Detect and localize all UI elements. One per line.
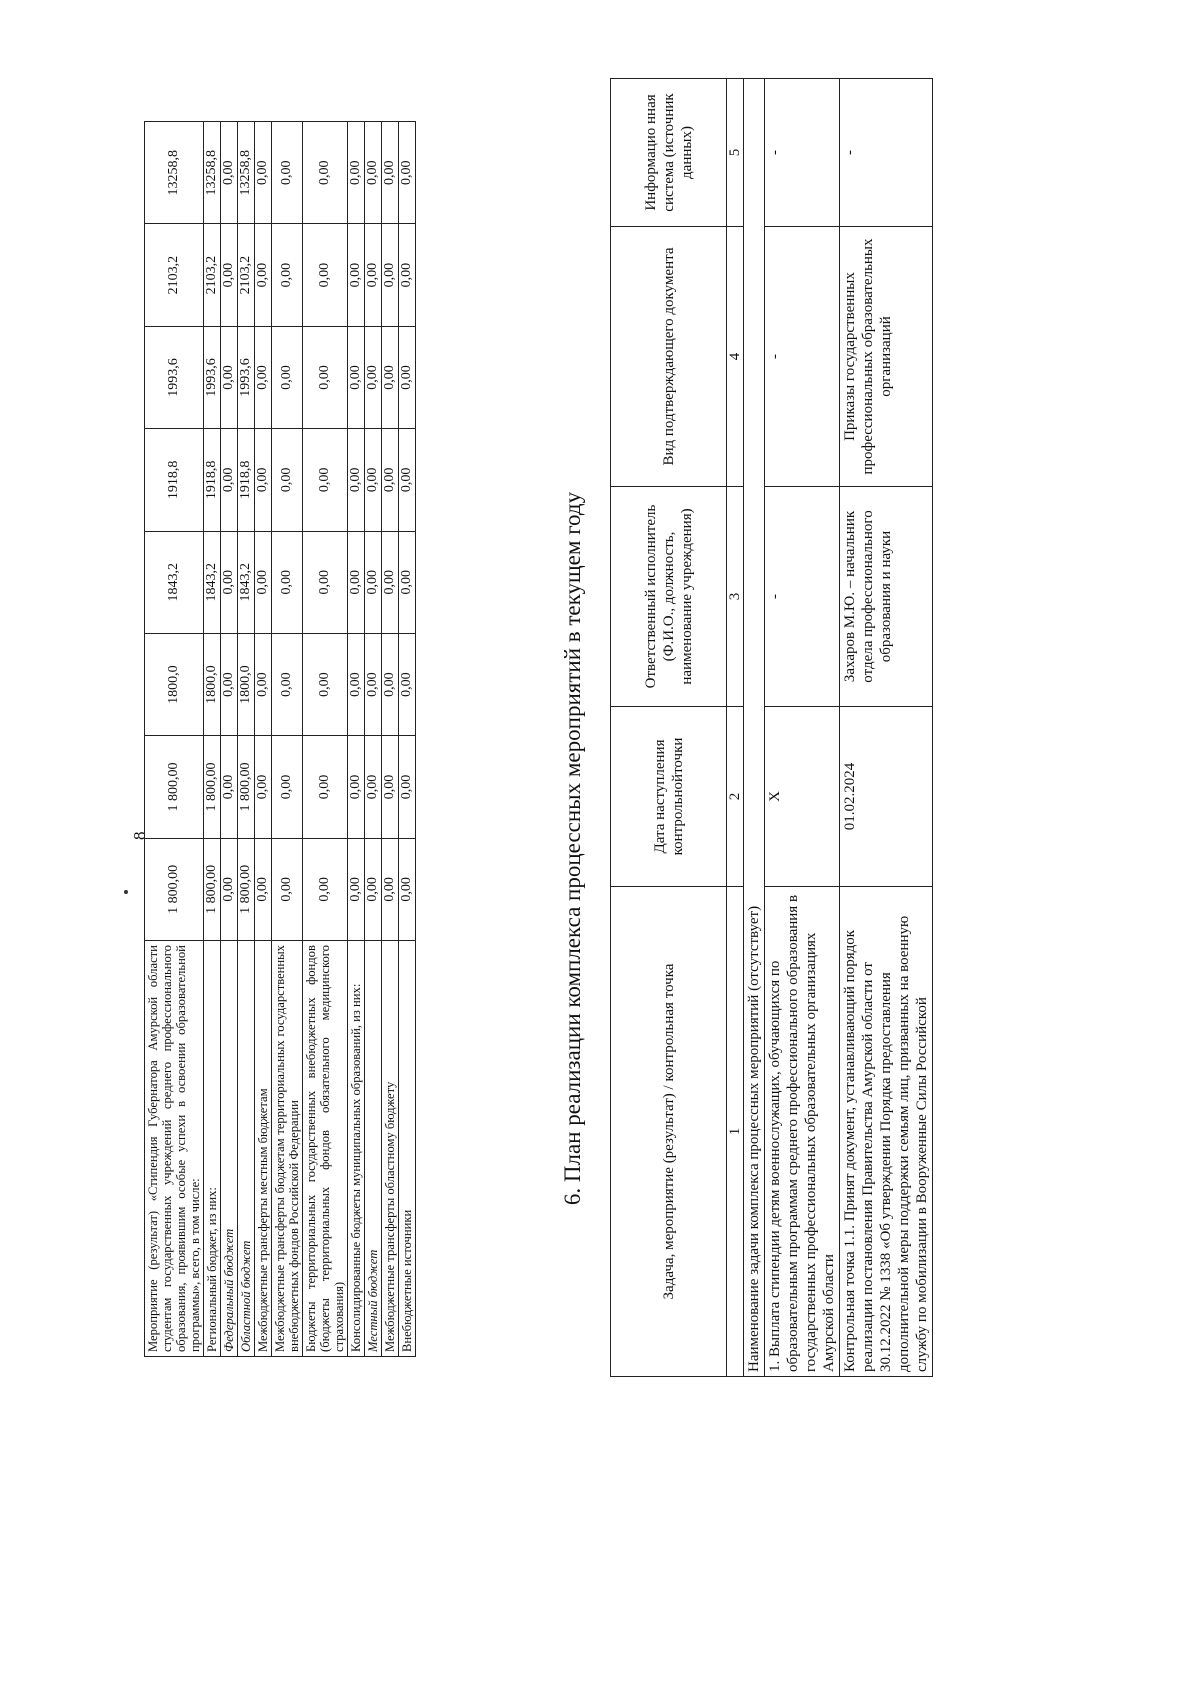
budget-source-label: Внебюджетные источники bbox=[399, 941, 416, 1357]
budget-value-cell: 0,00 bbox=[272, 736, 303, 838]
budget-value-cell: 0,00 bbox=[255, 429, 272, 531]
info-system-cell: - bbox=[840, 79, 933, 227]
budget-value-cell: 1918,8 bbox=[238, 429, 255, 531]
budget-value-cell: 0,00 bbox=[221, 531, 238, 633]
table-row bbox=[382, 122, 399, 1357]
budget-value-cell: 0,00 bbox=[255, 326, 272, 428]
table-row bbox=[221, 122, 238, 1357]
budget-value-cell: 0,00 bbox=[272, 531, 303, 633]
activity-cell: 1. Выплата стипендии детям военнослужащих, обучающихся по образовательным программам среднего профессионального образования в государственных профессиональных образовательных организациях Амурской области bbox=[765, 887, 840, 1377]
budget-source-label: Консолидированные бюджеты муниципальных образований, из них: bbox=[348, 941, 365, 1357]
budget-value-cell: 1 800,00 bbox=[238, 736, 255, 838]
budget-value-cell: 0,00 bbox=[255, 838, 272, 940]
budget-source-label: Местный бюджет bbox=[365, 941, 382, 1357]
budget-value-cell: 0,00 bbox=[303, 531, 348, 633]
budget-value-cell: 0,00 bbox=[365, 224, 382, 326]
budget-value-cell: 0,00 bbox=[399, 122, 416, 224]
table-row bbox=[840, 79, 933, 1377]
table-row bbox=[765, 79, 840, 1377]
budget-value-cell: 1993,6 bbox=[238, 326, 255, 428]
budget-value-cell: 0,00 bbox=[382, 122, 399, 224]
budget-value-cell: 0,00 bbox=[272, 224, 303, 326]
budget-value-cell: 0,00 bbox=[365, 122, 382, 224]
budget-source-label: Межбюджетные трансферты областному бюджету bbox=[382, 941, 399, 1357]
column-number: 2 bbox=[727, 707, 744, 887]
budget-value-cell: 0,00 bbox=[221, 326, 238, 428]
budget-value-cell: 0,00 bbox=[348, 224, 365, 326]
table-row bbox=[365, 122, 382, 1357]
column-number: 1 bbox=[727, 887, 744, 1377]
budget-value-cell: 1 800,00 bbox=[204, 838, 221, 940]
budget-value-cell: 0,00 bbox=[272, 326, 303, 428]
table-row bbox=[204, 122, 221, 1357]
budget-value-cell: 0,00 bbox=[221, 838, 238, 940]
budget-value-cell: 0,00 bbox=[399, 736, 416, 838]
scan-speck bbox=[124, 890, 128, 894]
budget-value-cell: 0,00 bbox=[303, 326, 348, 428]
plan-header-document: Вид подтверждающего документа bbox=[611, 227, 727, 487]
budget-value-cell: 0,00 bbox=[348, 531, 365, 633]
budget-source-label: Межбюджетные трансферты местным бюджетам bbox=[255, 941, 272, 1357]
budget-source-label: Мероприятие (результат) «Стипендия Губернатора Амурской области студентам государственных учреждений среднего профессионального образования, проявившим особые успехи в освоении образовательной программы», всего, в том числе: bbox=[145, 941, 204, 1357]
budget-source-label: Региональный бюджет, из них: bbox=[204, 941, 221, 1357]
budget-value-cell: 0,00 bbox=[382, 633, 399, 735]
activity-cell: Контрольная точка 1.1. Принят документ, устанавливающий порядок реализации постановления Правительства Амурской области от 30.12.2022 № 1338 «Об утверждении Порядка предоставления дополнительной меры поддержки семьям лиц, призванных на военную службу по мобилизации в Вооруженные Силы Российской bbox=[840, 887, 933, 1377]
column-number: 4 bbox=[727, 227, 744, 487]
budget-value-cell: 1993,6 bbox=[204, 326, 221, 428]
budget-value-cell: 0,00 bbox=[382, 736, 399, 838]
budget-value-cell: 0,00 bbox=[272, 429, 303, 531]
budget-value-cell: 13258,8 bbox=[204, 122, 221, 224]
budget-value-cell: 0,00 bbox=[221, 122, 238, 224]
page-number: 8 bbox=[130, 831, 149, 840]
budget-value-cell: 0,00 bbox=[303, 838, 348, 940]
plan-header-task: Задача, мероприятие (результат) / контрольная точка bbox=[611, 887, 727, 1377]
budget-value-cell: 0,00 bbox=[382, 326, 399, 428]
budget-value-cell: 0,00 bbox=[382, 531, 399, 633]
plan-header-info-system: Информацио нная система (источник данных) bbox=[611, 79, 727, 227]
budget-value-cell: 1800,0 bbox=[204, 633, 221, 735]
responsible-cell: Захаров М.Ю. – начальник отдела профессионального образования и науки bbox=[840, 487, 933, 707]
budget-value-cell: 1843,2 bbox=[238, 531, 255, 633]
budget-table bbox=[144, 121, 416, 1357]
budget-value-cell: 0,00 bbox=[399, 326, 416, 428]
budget-value-cell: 1800,0 bbox=[238, 633, 255, 735]
budget-value-cell: 0,00 bbox=[365, 633, 382, 735]
budget-value-cell: 2103,2 bbox=[204, 224, 221, 326]
budget-value-cell: 0,00 bbox=[365, 736, 382, 838]
budget-value-cell: 0,00 bbox=[382, 429, 399, 531]
budget-value-cell: 0,00 bbox=[303, 429, 348, 531]
budget-value-cell: 0,00 bbox=[221, 224, 238, 326]
budget-value-cell: 1843,2 bbox=[204, 531, 221, 633]
budget-source-label: Бюджеты территориальных государственных внебюджетных фондов (бюджеты территориальных фондов обязательного медицинского страхования) bbox=[303, 941, 348, 1357]
budget-value-cell: 1 800,00 bbox=[204, 736, 221, 838]
date-cell: Х bbox=[765, 707, 840, 887]
budget-value-cell: 0,00 bbox=[382, 224, 399, 326]
budget-value-cell: 1800,0 bbox=[145, 633, 204, 735]
table-row bbox=[303, 122, 348, 1357]
budget-value-cell: 0,00 bbox=[255, 122, 272, 224]
table-row bbox=[255, 122, 272, 1357]
budget-value-cell: 1 800,00 bbox=[238, 838, 255, 940]
budget-value-cell: 0,00 bbox=[399, 838, 416, 940]
budget-value-cell: 0,00 bbox=[272, 633, 303, 735]
budget-value-cell: 0,00 bbox=[348, 838, 365, 940]
budget-value-cell: 0,00 bbox=[348, 326, 365, 428]
budget-value-cell: 0,00 bbox=[221, 736, 238, 838]
table-row bbox=[238, 122, 255, 1357]
budget-value-cell: 0,00 bbox=[382, 838, 399, 940]
date-cell: 01.02.2024 bbox=[840, 707, 933, 887]
budget-value-cell: 0,00 bbox=[272, 122, 303, 224]
budget-value-cell: 0,00 bbox=[365, 531, 382, 633]
section-title: 6. План реализации комплекса процессных мероприятий в текущем году bbox=[560, 491, 585, 1206]
budget-value-cell: 0,00 bbox=[303, 122, 348, 224]
responsible-cell: - bbox=[765, 487, 840, 707]
budget-value-cell: 0,00 bbox=[365, 429, 382, 531]
budget-value-cell: 0,00 bbox=[255, 736, 272, 838]
budget-value-cell: 0,00 bbox=[365, 838, 382, 940]
task-row: Наименование задачи комплекса процессных мероприятий (отсутствует) bbox=[744, 79, 765, 1377]
table-row bbox=[272, 122, 303, 1357]
budget-value-cell: 1918,8 bbox=[204, 429, 221, 531]
table-row bbox=[399, 122, 416, 1357]
budget-value-cell: 1 800,00 bbox=[145, 838, 204, 940]
document-cell: Приказы государственных профессиональных образовательных организаций bbox=[840, 227, 933, 487]
document-cell: - bbox=[765, 227, 840, 487]
column-number: 3 bbox=[727, 487, 744, 707]
budget-value-cell: 0,00 bbox=[348, 429, 365, 531]
budget-value-cell: 0,00 bbox=[399, 429, 416, 531]
plan-table bbox=[610, 78, 933, 1377]
budget-value-cell: 0,00 bbox=[255, 531, 272, 633]
budget-value-cell: 0,00 bbox=[303, 736, 348, 838]
budget-value-cell: 1918,8 bbox=[145, 429, 204, 531]
info-system-cell: - bbox=[765, 79, 840, 227]
budget-value-cell: 0,00 bbox=[399, 224, 416, 326]
budget-value-cell: 0,00 bbox=[399, 531, 416, 633]
table-row bbox=[145, 122, 204, 1357]
budget-value-cell: 0,00 bbox=[221, 429, 238, 531]
budget-value-cell: 0,00 bbox=[399, 633, 416, 735]
budget-value-cell: 0,00 bbox=[255, 224, 272, 326]
budget-value-cell: 0,00 bbox=[272, 838, 303, 940]
budget-value-cell: 0,00 bbox=[348, 122, 365, 224]
budget-value-cell: 1993,6 bbox=[145, 326, 204, 428]
budget-source-label: Межбюджетные трансферты бюджетам территориальных государственных внебюджетных фондов Российской Федерации bbox=[272, 941, 303, 1357]
budget-value-cell: 1843,2 bbox=[145, 531, 204, 633]
budget-source-label: Федеральный бюджет bbox=[221, 941, 238, 1357]
table-row bbox=[348, 122, 365, 1357]
budget-value-cell: 0,00 bbox=[255, 633, 272, 735]
budget-value-cell: 13258,8 bbox=[238, 122, 255, 224]
budget-value-cell: 0,00 bbox=[348, 736, 365, 838]
budget-value-cell: 2103,2 bbox=[145, 224, 204, 326]
budget-value-cell: 2103,2 bbox=[238, 224, 255, 326]
budget-value-cell: 0,00 bbox=[365, 326, 382, 428]
budget-value-cell: 0,00 bbox=[303, 633, 348, 735]
budget-value-cell: 0,00 bbox=[303, 224, 348, 326]
budget-source-label: Областной бюджет bbox=[238, 941, 255, 1357]
budget-value-cell: 1 800,00 bbox=[145, 736, 204, 838]
budget-value-cell: 0,00 bbox=[221, 633, 238, 735]
budget-value-cell: 0,00 bbox=[348, 633, 365, 735]
plan-header-responsible: Ответственный исполнитель (Ф.И.О., должность, наименование учреждения) bbox=[611, 487, 727, 707]
plan-header-date: Дата наступления контрольнойточки bbox=[611, 707, 727, 887]
column-number: 5 bbox=[727, 79, 744, 227]
budget-value-cell: 13258,8 bbox=[145, 122, 204, 224]
